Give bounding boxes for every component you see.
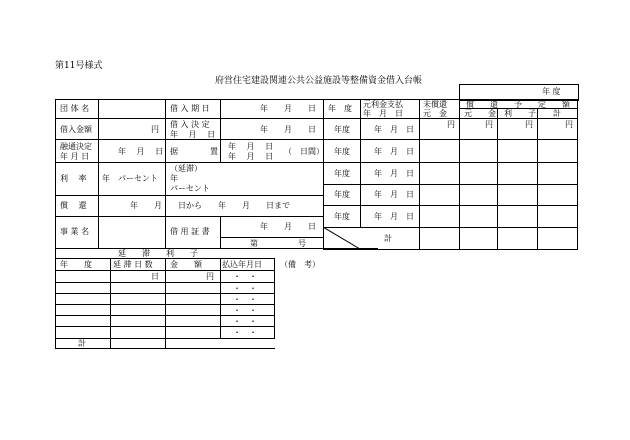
col-haraikomi: 払込年月日 — [222, 260, 262, 269]
label-gou: 号 — [298, 239, 306, 248]
label-kettei-2: 年 月 日 — [170, 130, 216, 139]
shoukan-period: 年 月 日から 年 月 日まで — [130, 201, 290, 210]
kijitsu-date: 年 月 日 — [260, 104, 316, 113]
col-kingaku: 金 額 — [170, 260, 202, 269]
header-risoku: 利 子 — [504, 109, 536, 118]
page-title: 府営住宅建設関連公共公益施設等整備資金借入台帳 — [215, 76, 423, 86]
label-kettei-1: 借 入 決 定 — [170, 120, 210, 129]
date-dots: ・ ・ — [233, 272, 257, 281]
yen-mishoukan: 円 — [447, 120, 455, 129]
row-ymd: 年 月 日 — [374, 169, 414, 178]
label-riritsu: 利 率 — [60, 174, 87, 183]
entai-total: 計 — [78, 339, 86, 348]
unit-nichi: 日 — [151, 272, 159, 281]
entai-risoku-header: 延 滞 利 子 — [118, 249, 198, 258]
entai-percent: パーセント — [170, 184, 210, 193]
shakuyou-date: 年 月 日 — [260, 222, 316, 231]
nendo-box-label: 年 度 — [542, 87, 561, 96]
label-dai: 第 — [250, 239, 258, 248]
kingaku-yen: 円 — [151, 125, 159, 134]
label-kariire-kingaku: 借入金額 — [60, 125, 92, 134]
date-dots: ・ ・ — [233, 328, 257, 337]
unit-en: 円 — [206, 272, 214, 281]
row-nendo: 年度 — [334, 212, 350, 221]
diagonal-line — [323, 227, 361, 249]
row-ymd: 年 月 日 — [374, 212, 414, 221]
header-mishoukan-2: 元 金 — [423, 109, 447, 118]
date-dots: ・ ・ — [233, 295, 257, 304]
yen-risoku: 円 — [525, 120, 533, 129]
sueoki-to: 年 月 日 — [228, 152, 274, 161]
header-ganri-2: 年 月 日 — [363, 109, 403, 118]
form-number: 第11号様式 — [55, 61, 103, 71]
label-shakuyou: 借 用 証 書 — [170, 227, 210, 236]
row-nendo: 年度 — [334, 125, 350, 134]
label-kariire-kijitsu: 借 入 期 日 — [170, 104, 210, 113]
row-nendo: 年度 — [334, 169, 350, 178]
date-dots: ・ ・ — [233, 284, 257, 293]
sueoki-days: （ 日間） — [284, 147, 324, 156]
row-nendo: 年度 — [334, 147, 350, 156]
row-ymd: 年 月 日 — [374, 147, 414, 156]
header-mishoukan-1: 未償還 — [423, 100, 447, 109]
entai-nen: 年 — [170, 174, 178, 183]
right-total: 計 — [384, 234, 392, 243]
yen-kei: 円 — [565, 120, 573, 129]
label-jigyoumei: 事 業 名 — [60, 227, 90, 236]
header-gankin: 元 金 — [464, 109, 496, 118]
date-dots: ・ ・ — [233, 306, 257, 315]
bikou-label: （備 考） — [280, 260, 320, 269]
date-dots: ・ ・ — [233, 317, 257, 326]
header-shoukan-yotei: 償 還 予 定 額 — [466, 100, 570, 109]
kettei-date: 年 月 日 — [260, 125, 316, 134]
yen-gankin: 円 — [485, 120, 493, 129]
col-entai-nissuu: 延 滞 日 数 — [113, 260, 153, 269]
header-kei: 計 — [553, 109, 561, 118]
row-ymd: 年 月 日 — [374, 125, 414, 134]
label-sueoki: 据 置 — [170, 147, 218, 156]
label-dantai: 団 体 名 — [60, 104, 90, 113]
header-nendo: 年 度 — [328, 104, 352, 113]
label-shoukan: 償 還 — [60, 201, 87, 210]
row-ymd: 年 月 日 — [374, 190, 414, 199]
header-ganri-1: 元利金支払 — [363, 100, 403, 109]
riritsu-percent: 年 パーセント — [102, 174, 158, 183]
label-yuuzuu-2: 年 月 日 — [60, 152, 90, 161]
yuuzuu-date: 年 月 日 — [118, 147, 164, 156]
col-nendo: 年 度 — [60, 260, 92, 269]
sueoki-from: 年 月 日 — [228, 142, 274, 151]
entai-label: （延滞） — [170, 164, 202, 173]
label-yuuzuu-1: 融通決定 — [60, 142, 92, 151]
row-nendo: 年度 — [334, 190, 350, 199]
